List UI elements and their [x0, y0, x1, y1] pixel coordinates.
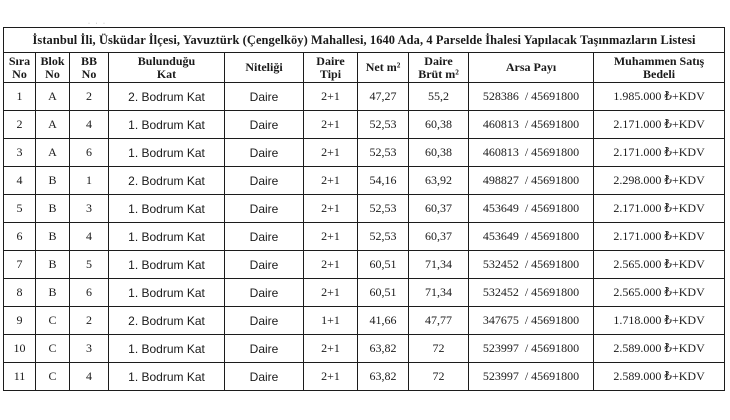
- column-header-line1: Sıra: [8, 53, 31, 68]
- column-header-line1: Daire: [424, 53, 453, 68]
- cell-nitelik: Daire: [225, 279, 304, 307]
- cell-tip: 2+1: [304, 279, 358, 307]
- cell-kat: 1. Bodrum Kat: [109, 111, 225, 139]
- column-header-line2: No: [81, 66, 97, 81]
- cell-brut: 63,92: [409, 167, 469, 195]
- cell-net: 52,53: [358, 111, 409, 139]
- cell-tip: 2+1: [304, 251, 358, 279]
- table-row: [4, 279, 725, 307]
- cell-nitelik: Daire: [225, 251, 304, 279]
- cell-kat: 1. Bodrum Kat: [109, 139, 225, 167]
- cell-bedel: 2.171.000 ₺+KDV: [594, 111, 725, 139]
- cell-blok: A: [36, 139, 70, 167]
- cell-blok: B: [36, 279, 70, 307]
- cell-arsa: 523997 / 45691800: [469, 335, 594, 363]
- cell-bb: 6: [70, 139, 109, 167]
- cell-tip: 2+1: [304, 139, 358, 167]
- cell-brut: 60,38: [409, 139, 469, 167]
- table-row: [4, 83, 725, 111]
- column-header-tip: [304, 53, 358, 83]
- cell-brut: 55,2: [409, 83, 469, 111]
- column-header-line2: Bedeli: [643, 66, 676, 81]
- cell-net: 60,51: [358, 279, 409, 307]
- cell-tip: 2+1: [304, 363, 358, 391]
- column-header-line2: Brüt m²: [418, 66, 459, 81]
- cell-tip: 2+1: [304, 111, 358, 139]
- cell-kat: 1. Bodrum Kat: [109, 363, 225, 391]
- table-row: [4, 223, 725, 251]
- cell-sira: 2: [4, 111, 36, 139]
- cell-blok: C: [36, 335, 70, 363]
- cell-nitelik: Daire: [225, 307, 304, 335]
- cell-net: 47,27: [358, 83, 409, 111]
- cell-net: 60,51: [358, 251, 409, 279]
- cell-net: 41,66: [358, 307, 409, 335]
- table-title: İstanbul İli, Üsküdar İlçesi, Yavuztürk (Çengelköy) Mahallesi, 1640 Ada, 4 Parselde İhalesi Yapılacak Taşınmazların Listesi: [4, 28, 725, 53]
- cell-sira: 1: [4, 83, 36, 111]
- cell-kat: 1. Bodrum Kat: [109, 335, 225, 363]
- property-listing-document: [3, 27, 724, 391]
- cell-bb: 4: [70, 111, 109, 139]
- cell-tip: 2+1: [304, 167, 358, 195]
- cell-blok: A: [36, 111, 70, 139]
- cell-blok: B: [36, 195, 70, 223]
- cell-bedel: 2.171.000 ₺+KDV: [594, 139, 725, 167]
- table-row: [4, 167, 725, 195]
- cell-arsa: 460813 / 45691800: [469, 111, 594, 139]
- scan-artifact: · · ·: [88, 21, 107, 27]
- cell-kat: 1. Bodrum Kat: [109, 195, 225, 223]
- cell-arsa: 460813 / 45691800: [469, 139, 594, 167]
- column-header-arsa: [469, 53, 594, 83]
- column-header-line1: Muhammen Satış: [613, 53, 705, 68]
- cell-net: 63,82: [358, 363, 409, 391]
- cell-nitelik: Daire: [225, 335, 304, 363]
- cell-tip: 2+1: [304, 83, 358, 111]
- cell-bb: 3: [70, 195, 109, 223]
- column-header-sira: [4, 53, 36, 83]
- cell-sira: 10: [4, 335, 36, 363]
- cell-bb: 3: [70, 335, 109, 363]
- cell-net: 63,82: [358, 335, 409, 363]
- cell-bb: 6: [70, 279, 109, 307]
- cell-nitelik: Daire: [225, 195, 304, 223]
- cell-bedel: 2.171.000 ₺+KDV: [594, 223, 725, 251]
- table-row: [4, 251, 725, 279]
- cell-brut: 72: [409, 363, 469, 391]
- cell-blok: C: [36, 307, 70, 335]
- cell-nitelik: Daire: [225, 223, 304, 251]
- table-body: [4, 83, 725, 391]
- cell-bb: 2: [70, 83, 109, 111]
- cell-bb: 1: [70, 167, 109, 195]
- cell-kat: 2. Bodrum Kat: [109, 307, 225, 335]
- cell-net: 52,53: [358, 139, 409, 167]
- cell-bedel: 1.718.000 ₺+KDV: [594, 307, 725, 335]
- cell-sira: 8: [4, 279, 36, 307]
- cell-bedel: 2.171.000 ₺+KDV: [594, 195, 725, 223]
- column-header-line2: Kat: [156, 66, 177, 81]
- cell-tip: 2+1: [304, 195, 358, 223]
- cell-bedel: 2.565.000 ₺+KDV: [594, 251, 725, 279]
- cell-kat: 1. Bodrum Kat: [109, 279, 225, 307]
- cell-arsa: 498827 / 45691800: [469, 167, 594, 195]
- table-row: [4, 363, 725, 391]
- column-header-bedel: [594, 53, 725, 83]
- cell-blok: B: [36, 251, 70, 279]
- cell-sira: 9: [4, 307, 36, 335]
- cell-sira: 11: [4, 363, 36, 391]
- column-header-bb: [70, 53, 109, 83]
- cell-arsa: 528386 / 45691800: [469, 83, 594, 111]
- cell-tip: 2+1: [304, 335, 358, 363]
- cell-bb: 5: [70, 251, 109, 279]
- cell-kat: 1. Bodrum Kat: [109, 251, 225, 279]
- cell-kat: 2. Bodrum Kat: [109, 167, 225, 195]
- table-row: [4, 139, 725, 167]
- cell-arsa: 347675 / 45691800: [469, 307, 594, 335]
- column-header-brut: [409, 53, 469, 83]
- cell-brut: 60,37: [409, 223, 469, 251]
- cell-net: 52,53: [358, 223, 409, 251]
- cell-bedel: 2.565.000 ₺+KDV: [594, 279, 725, 307]
- cell-arsa: 532452 / 45691800: [469, 251, 594, 279]
- cell-net: 54,16: [358, 167, 409, 195]
- cell-blok: A: [36, 83, 70, 111]
- column-header-line1: Arsa Payı: [505, 60, 557, 74]
- column-header-line1: Bulunduğu: [137, 53, 196, 68]
- cell-arsa: 453649 / 45691800: [469, 195, 594, 223]
- cell-arsa: 523997 / 45691800: [469, 363, 594, 391]
- cell-net: 52,53: [358, 195, 409, 223]
- cell-brut: 47,77: [409, 307, 469, 335]
- cell-nitelik: Daire: [225, 363, 304, 391]
- cell-tip: 2+1: [304, 223, 358, 251]
- cell-bedel: 2.589.000 ₺+KDV: [594, 335, 725, 363]
- cell-brut: 71,34: [409, 251, 469, 279]
- cell-brut: 72: [409, 335, 469, 363]
- column-header-nitelik: [225, 53, 304, 83]
- column-header-blok: [36, 53, 70, 83]
- cell-blok: B: [36, 167, 70, 195]
- cell-bb: 2: [70, 307, 109, 335]
- cell-bedel: 2.298.000 ₺+KDV: [594, 167, 725, 195]
- cell-arsa: 453649 / 45691800: [469, 223, 594, 251]
- column-header-line2: No: [12, 66, 27, 81]
- cell-sira: 3: [4, 139, 36, 167]
- column-header-line1: Daire: [316, 53, 345, 68]
- cell-brut: 60,37: [409, 195, 469, 223]
- table-title-row: [4, 28, 725, 53]
- cell-kat: 2. Bodrum Kat: [109, 83, 225, 111]
- table-row: [4, 111, 725, 139]
- column-header-line1: BB: [80, 53, 97, 68]
- table-row: [4, 307, 725, 335]
- column-header-row: [4, 53, 725, 83]
- cell-nitelik: Daire: [225, 167, 304, 195]
- cell-sira: 6: [4, 223, 36, 251]
- cell-nitelik: Daire: [225, 111, 304, 139]
- cell-nitelik: Daire: [225, 139, 304, 167]
- cell-kat: 1. Bodrum Kat: [109, 223, 225, 251]
- cell-brut: 71,34: [409, 279, 469, 307]
- cell-bb: 4: [70, 363, 109, 391]
- cell-bedel: 2.589.000 ₺+KDV: [594, 363, 725, 391]
- cell-nitelik: Daire: [225, 83, 304, 111]
- column-header-line2: Tipi: [319, 66, 342, 81]
- cell-blok: B: [36, 223, 70, 251]
- column-header-line1: Net m²: [365, 60, 401, 74]
- cell-brut: 60,38: [409, 111, 469, 139]
- column-header-net: [358, 53, 409, 83]
- cell-sira: 7: [4, 251, 36, 279]
- table-row: [4, 195, 725, 223]
- property-listing-table: [3, 27, 725, 391]
- column-header-kat: [109, 53, 225, 83]
- cell-tip: 1+1: [304, 307, 358, 335]
- cell-bedel: 1.985.000 ₺+KDV: [594, 83, 725, 111]
- cell-bb: 4: [70, 223, 109, 251]
- table-row: [4, 335, 725, 363]
- column-header-line1: Niteliği: [245, 60, 283, 74]
- cell-sira: 4: [4, 167, 36, 195]
- cell-sira: 5: [4, 195, 36, 223]
- cell-arsa: 532452 / 45691800: [469, 279, 594, 307]
- column-header-line2: No: [45, 66, 60, 81]
- column-header-line1: Blok: [40, 53, 65, 68]
- cell-blok: C: [36, 363, 70, 391]
